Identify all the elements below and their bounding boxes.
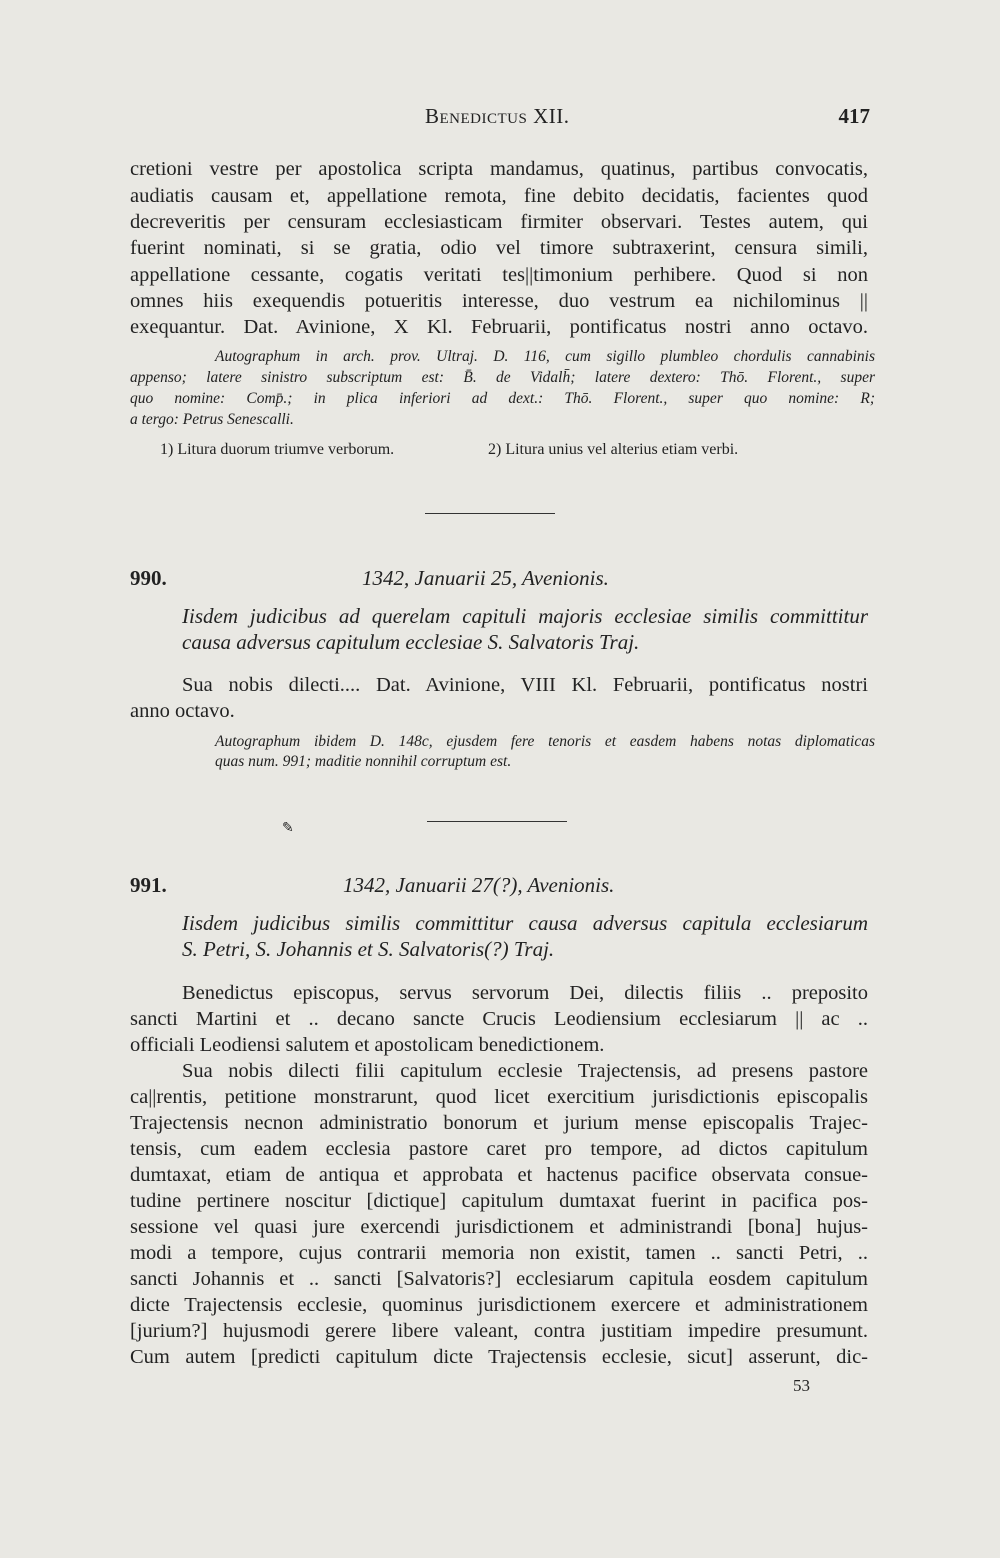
entry-summary-line: S. Petri, S. Johannis et S. Salvatoris(?) Traj. (182, 937, 555, 961)
entry-dateline: 1342, Januarii 25, Avenionis. (362, 566, 609, 590)
footnote-1: 1) Litura duorum triumve verborum. (160, 441, 395, 458)
text-line: sancti Martini et .. decano sancte Crucis Leodiensium ecclesiarum || ac .. (130, 1008, 868, 1030)
text-line: tudine pertinere noscitur [dictique] capitulum dumtaxat fuerint in pacifica pos- (130, 1190, 868, 1212)
footnote-2: 2) Litura unius vel alterius etiam verbi. (488, 441, 739, 458)
text-line: exequantur. Dat. Avinione, X Kl. Februarii, pontificatus nostri anno octavo. (130, 316, 868, 338)
signature-mark: 53 (793, 1376, 810, 1395)
text-line: officiali Leodiensi salutem et apostolicam benedictionem. (130, 1034, 605, 1056)
text-line: Sua nobis dilecti filii capitulum ecclesie Trajectensis, ad presens pastore (182, 1060, 868, 1082)
text-line: cretioni vestre per apostolica scripta mandamus, quatinus, partibus convocatis, (130, 158, 868, 180)
text-line: dumtaxat, etiam de antiqua et approbata et hactenus pacifice observata consue- (130, 1164, 868, 1186)
archival-note-line: a tergo: Petrus Senescalli. (130, 411, 294, 428)
text-line: Sua nobis dilecti.... Dat. Avinione, VIII Kl. Februarii, pontificatus nostri (182, 674, 868, 696)
text-line: omnes hiis exequendis potueritis interesse, duo vestrum ea nichilominus || (130, 290, 868, 312)
entry-summary-line: Iisdem judicibus ad querelam capituli majoris ecclesiae similis committitur (182, 604, 868, 628)
text-line: modi a tempore, cujus contrarii memoria non existit, tamen .. sancti Petri, .. (130, 1242, 868, 1264)
archival-note-line: Autographum in arch. prov. Ultraj. D. 116, cum sigillo plumbleo chordulis cannabinis (215, 348, 875, 365)
entry-summary-line: Iisdem judicibus similis committitur causa adversus capitula ecclesiarum (182, 911, 868, 935)
text-line: sancti Johannis et .. sancti [Salvatoris?] ecclesiarum capitula eosdem capitulum (130, 1268, 868, 1290)
text-line: Benedictus episcopus, servus servorum Dei, dilectis filiis .. preposito (182, 982, 868, 1004)
stray-ink-mark: ✎ (282, 821, 294, 836)
text-line: audiatis causam et, appellatione remota, fine debito decidatis, facientes quod (130, 185, 868, 207)
entry-summary-line: causa adversus capitulum ecclesiae S. Salvatoris Traj. (182, 630, 640, 654)
text-line: [jurium?] hujusmodi gerere libere valeant, contra justitiam impedire presumunt. (130, 1320, 868, 1342)
text-line: dicte Trajectensis ecclesie, quominus jurisdictionem exercere et administrationem (130, 1294, 868, 1316)
archival-note-line: quas num. 991; maditie nonnihil corruptum est. (215, 753, 512, 770)
section-divider (427, 821, 567, 822)
text-line: ca||rentis, petitione monstrarunt, quod licet exercitium jurisdictionis episcopalis (130, 1086, 868, 1108)
text-line: Trajectensis necnon administratio bonorum et jurium mense episcopalis Trajec- (130, 1112, 868, 1134)
entry-number: 990. (130, 566, 167, 590)
page-number: 417 (838, 104, 870, 128)
running-header (130, 104, 870, 134)
text-line: appellatione cessante, cogatis veritati tes||timonium perhibere. Quod si non (130, 264, 868, 286)
entry-number: 991. (130, 873, 167, 897)
text-line: fuerint nominati, si se gratia, odio vel timore subtraxerint, censura simili, (130, 237, 868, 259)
entry-dateline: 1342, Januarii 27(?), Avenionis. (343, 873, 615, 897)
archival-note-line: quo nomine: Comp̄.; in plica inferiori ad dext.: Thō. Florent., super quo nomine: R; (130, 390, 875, 407)
archival-note-line: Autographum ibidem D. 148c, ejusdem fere tenoris et easdem habens notas diplomaticas (215, 733, 875, 750)
text-line: decreveritis per censuram ecclesiasticam firmiter observari. Testes autem, qui (130, 211, 868, 233)
text-line: sessione vel quasi jure exercendi jurisdictionem et administrandi [bona] hujus- (130, 1216, 868, 1238)
text-line: tensis, cum eadem ecclesia pastore caret pro tempore, ad dictos capitulum (130, 1138, 868, 1160)
text-line: Cum autem [predicti capitulum dicte Trajectensis ecclesie, sicut] asserunt, dic- (130, 1346, 868, 1368)
text-line: anno octavo. (130, 700, 235, 722)
section-divider (425, 513, 555, 514)
running-title: Benedictus XII. (425, 104, 570, 128)
archival-note-line: appenso; latere sinistro subscriptum est: B̄. de Vidalh̄; latere dextero: Thō. Florent., super (130, 369, 875, 386)
